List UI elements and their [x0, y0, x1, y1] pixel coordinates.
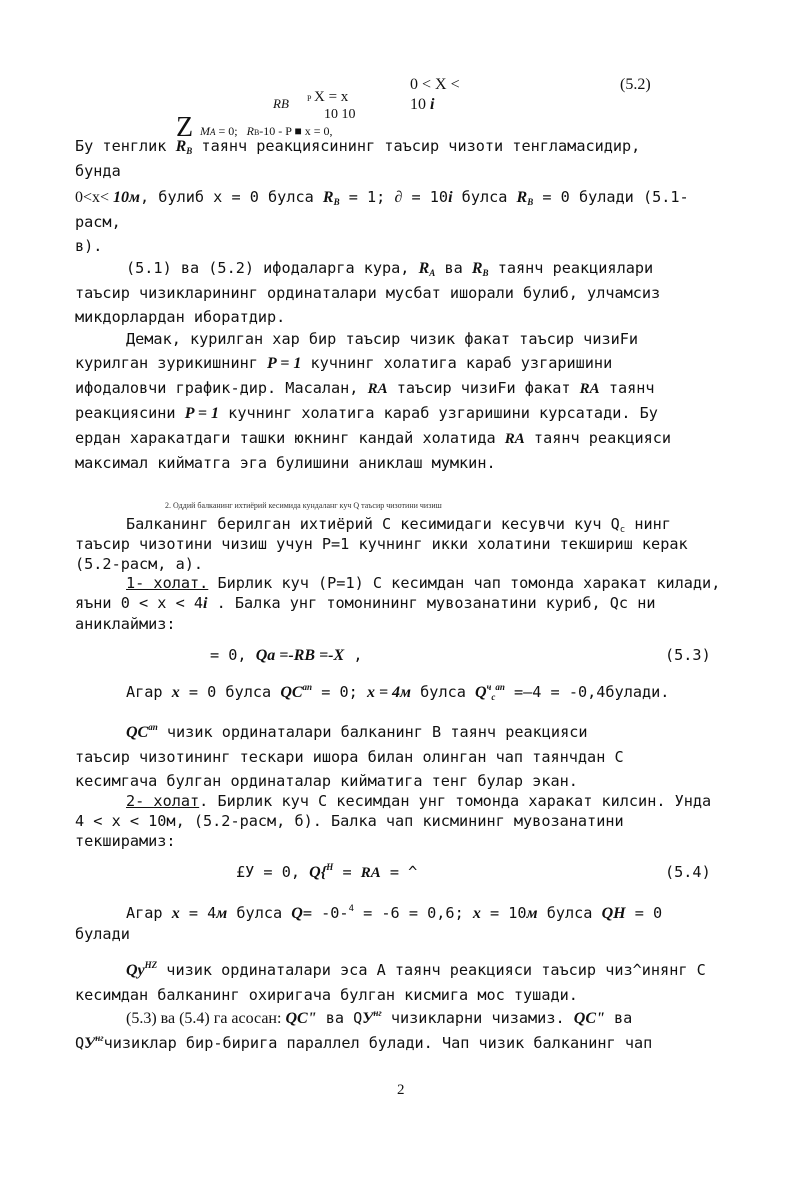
p1-line4: расм,: [75, 213, 121, 231]
p8-line3: текширамиз:: [75, 832, 176, 850]
paragraph-11: [75, 1006, 652, 1056]
ineq-bottom: [410, 96, 434, 114]
paragraph-8: [75, 791, 711, 851]
p9-line2: булади: [75, 925, 130, 943]
rb-expr-sub: B: [253, 128, 260, 137]
moment-rest: = 0;: [218, 124, 238, 138]
moment-sub: A: [210, 127, 216, 137]
p1-line5: в).: [75, 237, 103, 255]
p5-line1: 1- холат. Бирлик куч (P=1) С кесимдан чап томонда харакат килади,: [126, 574, 721, 592]
p10-line2: кесимдан балканинг охиригача булган кисмига мос тушади.: [75, 986, 578, 1004]
rb-expr-rest: -10 - P ■ x = 0,: [259, 124, 333, 138]
rb-label: RB: [273, 96, 289, 111]
p8-line1: 2- холат. Бирлик куч С кесимдан унг томонда харакат килсин. Унда: [126, 792, 712, 810]
ineq-var: i: [430, 96, 435, 113]
p5-line2: яъни 0 < x < 4i . Балка унг томонининг мувозанатини куриб, Qc ни: [75, 594, 656, 612]
paragraph-2: [75, 256, 660, 329]
fraction-denominators: 10 10: [324, 107, 356, 122]
p11-line2: $QУ^{нг}чизиклар$ бир-бирига параллел булади. Чап чизик балканинг чап: [75, 1033, 653, 1052]
p-label: P: [307, 94, 312, 103]
p1-line1: Бу тенглик $R_B$ таянч реакциясининг таъсир чизоти тенгламасидир,: [75, 137, 641, 156]
page-number: 2: [397, 1082, 405, 1098]
p3-line2: курилган зурикишнинг P = 1 кучнинг холатига караб узгаришини: [75, 354, 613, 372]
paragraph-6: Агар x = 0 булса $QC^{an} = 0$; x = 4м булса $Q^ч_c^{an} =-4$ = -0,4булади.: [126, 682, 670, 702]
equation-number-5-4: (5.4): [665, 863, 711, 881]
p3-line5: ердан харакатдаги ташки юкнинг кандай холатида RA таянч реакцияси: [75, 429, 672, 447]
equation-number-5-3: (5.3): [665, 646, 711, 664]
p3-line1: Демак, курилган хар бир таъсир чизик факат таъсир чизиFи: [126, 330, 639, 348]
p3-line6: максимал кийматга эга булишини аниклаш мумкин.: [75, 454, 496, 472]
ineq-value: 10: [410, 96, 426, 113]
p1-line2: бунда: [75, 162, 121, 180]
p2-line1: (5.1) ва (5.2) ифодаларга кура, $R_A$ ва $R_B$ таянч реакциялари: [126, 259, 654, 278]
equation-5-4: £У = 0, Q{$^H$ = RA = ^: [236, 862, 418, 881]
paragraph-7: [75, 720, 624, 793]
p2-line2: таъсир чизикларининг ординаталари мусбат ишорали булиб, улчамсиз: [75, 284, 661, 302]
p11-line1: (5.3) ва (5.4) га асосан: QC" ва $QУ^{нг}$ чизикларни чизамиз. QC" ва: [126, 1008, 633, 1027]
section-heading: 2. Оддий балканинг ихтиёрий кесимида кундаланг куч Q таъсир чизотини чизиш: [165, 501, 442, 510]
equation-5-3: = 0, Qa =-RB =-X ,: [210, 646, 363, 664]
p7-line2: таъсир чизотининг тескари ишора билан олинган чап таянчдан С: [75, 748, 624, 766]
p3-line3: ифодаловчи график-дир. Масалан, RA таъсир чизиFи факат RA таянч: [75, 379, 655, 397]
p8-line2: 4 < x < 10м, (5.2-расм, б). Балка чап кисмининг мувозанатини: [75, 812, 624, 830]
p7-line3: кесимгача булган ординаталар кийматига тенг булар экан.: [75, 772, 578, 790]
equation-number-5-2: (5.2): [620, 76, 651, 93]
paragraph-4: [75, 514, 688, 574]
paragraph-1: [75, 134, 689, 258]
paragraph-5: [75, 573, 720, 634]
p2-line3: микдорлардан иборатдир.: [75, 308, 286, 326]
x-eq: X = x: [314, 89, 349, 105]
paragraph-9: [75, 903, 662, 944]
p5-line3: аниклаймиз:: [75, 615, 176, 633]
paragraph-3: [75, 327, 671, 475]
p4-line1: Балканинг берилган ихтиёрий С кесимидаги кесувчи куч $Q_c$ нинг: [126, 515, 671, 535]
moment-m: M: [200, 124, 210, 138]
p3-line4: реакциясини P = 1 кучнинг холатига караб узгаришини курсатади. Бу: [75, 404, 658, 422]
paragraph-10: [75, 958, 706, 1007]
p4-line2: таъсир чизотини чизиш учун P=1 кучнинг икки холатини текшириш керак: [75, 535, 688, 553]
p1-line3: 0<x< 10м, булиб x = 0 булса $R_B = 1$; ∂ = 10i булса $R_B = 0$ булади (5.1-: [75, 188, 689, 207]
ineq-text: 0 < X <: [410, 76, 460, 93]
ineq-top: [410, 76, 460, 94]
rb-expr: R: [246, 124, 254, 138]
sigma-sign: Z: [176, 112, 194, 143]
p7-line1: $QC^{an}$ чизик ординаталари балканинг В таянч реакцияси: [126, 722, 588, 741]
p4-line3: (5.2-расм, а).: [75, 555, 204, 573]
p10-line1: $Qy^{HZ}$ чизик ординаталари эса А таянч реакцияси таъсир чиз^инянг С: [126, 960, 706, 979]
p9-line1: Агар x = 4м булса Q= -0-$^4$ = -6 = 0,6; x = 10м булса QH = 0: [126, 904, 663, 922]
